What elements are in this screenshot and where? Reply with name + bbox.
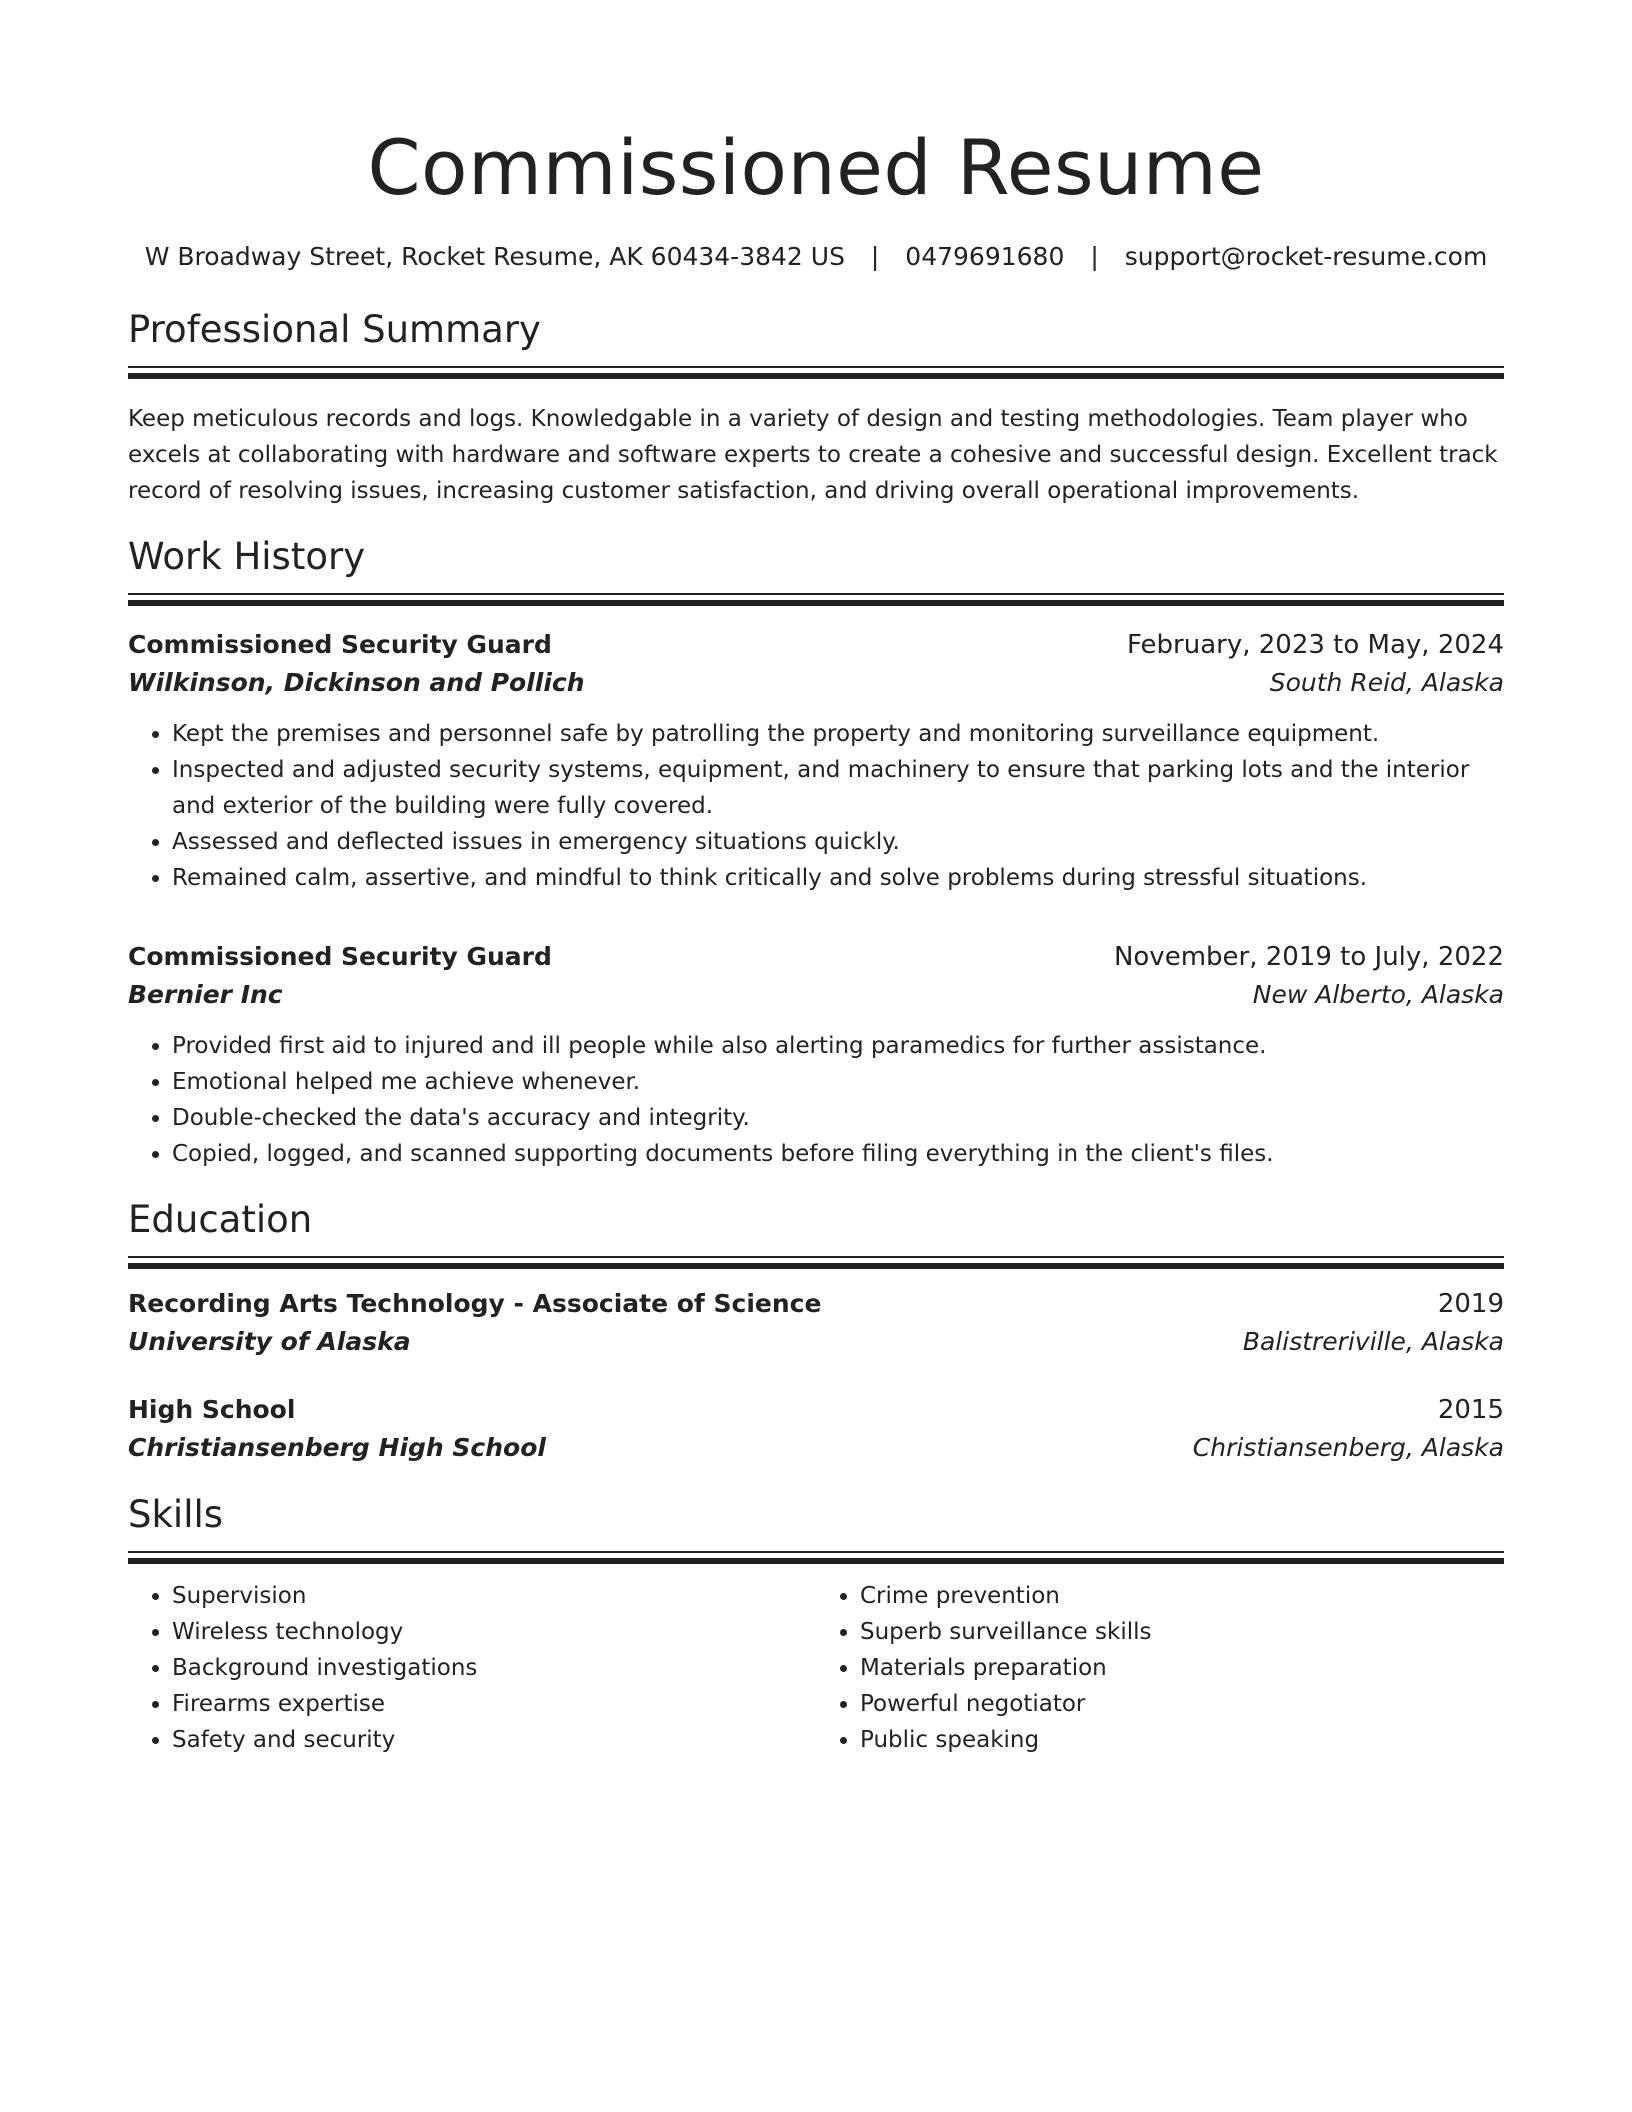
section-divider xyxy=(128,593,1504,606)
job-company-row xyxy=(128,976,1504,1014)
skill-item: • Supervision xyxy=(172,1578,816,1614)
section-divider xyxy=(128,366,1504,379)
section-title-work: Work History xyxy=(128,535,366,578)
summary-section xyxy=(128,308,1504,509)
skills-columns xyxy=(128,1578,1504,1758)
job-entry xyxy=(128,938,1504,1172)
contact-address: W Broadway Street, Rocket Resume, AK 60434-3842 US xyxy=(144,242,845,271)
skill-item: • Public speaking xyxy=(860,1722,1504,1758)
contact-separator: | xyxy=(1090,242,1099,271)
job-duty: • Provided first aid to injured and ill people while also alerting paramedics for further assistance. xyxy=(172,1028,1504,1064)
job-duties xyxy=(128,716,1504,896)
job-dates: February, 2023 to May, 2024 xyxy=(1127,630,1504,660)
job-company: Bernier Inc xyxy=(128,980,283,1009)
section-divider xyxy=(128,1256,1504,1269)
job-company: Wilkinson, Dickinson and Pollich xyxy=(128,668,585,697)
summary-text: Keep meticulous records and logs. Knowledgable in a variety of design and testing methodologies. Team player who excels at collaborating with hardware and software experts to create a cohesive and successful design. Excellent track record of resolving issues, increasing customer satisfaction, and driving overall operational improvements. xyxy=(128,406,1498,504)
education-year: 2019 xyxy=(1437,1289,1504,1319)
job-duty: • Inspected and adjusted security systems, equipment, and machinery to ensure that parking lots and the interior and exterior of the building were fully covered. xyxy=(172,752,1504,824)
job-location: New Alberto, Alaska xyxy=(1252,980,1504,1009)
skill-item: • Background investigations xyxy=(172,1650,816,1686)
job-header-row xyxy=(128,938,1504,976)
skill-item: • Materials preparation xyxy=(860,1650,1504,1686)
section-title-skills: Skills xyxy=(128,1493,224,1536)
education-school: Christiansenberg High School xyxy=(128,1433,546,1462)
section-title-summary: Professional Summary xyxy=(128,308,541,351)
education-section xyxy=(128,1198,1504,1467)
skill-item: • Crime prevention xyxy=(860,1578,1504,1614)
skill-item: • Superb surveillance skills xyxy=(860,1614,1504,1650)
skills-section xyxy=(128,1493,1504,1758)
job-position: Commissioned Security Guard xyxy=(128,942,552,971)
job-duty: • Emotional helped me achieve whenever. xyxy=(172,1064,1504,1100)
education-school: University of Alaska xyxy=(128,1327,411,1356)
education-location: Christiansenberg, Alaska xyxy=(1192,1433,1504,1462)
education-entry xyxy=(128,1391,1504,1467)
skill-item: • Wireless technology xyxy=(172,1614,816,1650)
skill-item: • Firearms expertise xyxy=(172,1686,816,1722)
education-school-row xyxy=(128,1429,1504,1467)
work-section xyxy=(128,535,1504,1172)
skills-list-right xyxy=(816,1578,1504,1758)
education-degree: Recording Arts Technology - Associate of Science xyxy=(128,1289,822,1318)
education-entry xyxy=(128,1285,1504,1361)
resume-name: Commissioned Resume xyxy=(367,123,1265,212)
education-year: 2015 xyxy=(1437,1395,1504,1425)
skill-item: • Powerful negotiator xyxy=(860,1686,1504,1722)
education-header-row xyxy=(128,1285,1504,1323)
contact-phone: 0479691680 xyxy=(905,242,1065,271)
skill-item: • Safety and security xyxy=(172,1722,816,1758)
section-title-education: Education xyxy=(128,1198,313,1241)
skills-list-left xyxy=(128,1578,816,1758)
job-duty: • Kept the premises and personnel safe by patrolling the property and monitoring surveillance equipment. xyxy=(172,716,1504,752)
job-duty: • Copied, logged, and scanned supporting documents before filing everything in the client's files. xyxy=(172,1136,1504,1172)
job-position: Commissioned Security Guard xyxy=(128,630,552,659)
contact-separator: | xyxy=(870,242,880,271)
contact-line xyxy=(128,240,1504,274)
job-duties xyxy=(128,1028,1504,1172)
job-company-row xyxy=(128,664,1504,702)
job-duty: • Double-checked the data's accuracy and integrity. xyxy=(172,1100,1504,1136)
education-degree: High School xyxy=(128,1395,296,1424)
contact-email: support@rocket-resume.com xyxy=(1124,242,1488,271)
education-location: Balistreriville, Alaska xyxy=(1242,1327,1504,1356)
job-dates: November, 2019 to July, 2022 xyxy=(1113,942,1504,972)
job-entry xyxy=(128,626,1504,896)
job-header-row xyxy=(128,626,1504,664)
job-location: South Reid, Alaska xyxy=(1269,668,1504,697)
job-duty: • Remained calm, assertive, and mindful to think critically and solve problems during stressful situations. xyxy=(172,860,1504,896)
job-duty: • Assessed and deflected issues in emergency situations quickly. xyxy=(172,824,1504,860)
section-divider xyxy=(128,1551,1504,1564)
education-school-row xyxy=(128,1323,1504,1361)
education-header-row xyxy=(128,1391,1504,1429)
